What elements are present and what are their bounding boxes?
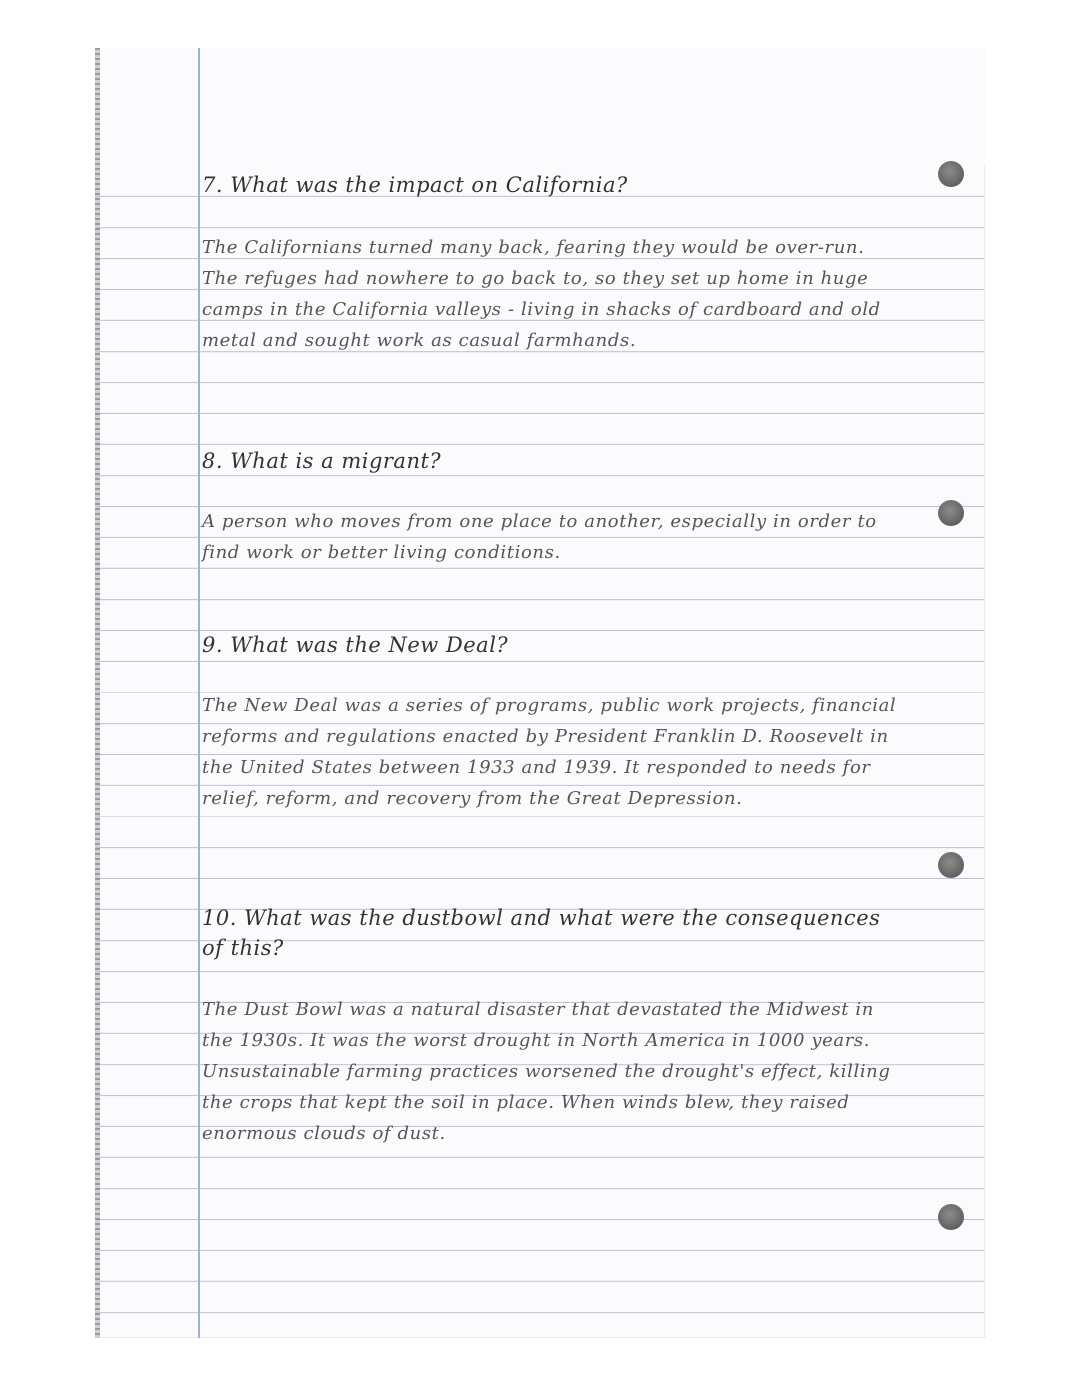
answer-8: A person who moves from one place to another, especially in order to find work or better living conditions. bbox=[202, 511, 877, 563]
paper-header-area bbox=[95, 48, 985, 166]
answer-10: The Dust Bowl was a natural disaster that devastated the Midwest in the 1930s. It was the worst drought in North America in 1000 years. Unsustainable farming practices worsened the drought's effect, killing the crops that kept the soil in place. When winds blew, they raised enormous clouds of dust. bbox=[202, 999, 891, 1144]
question-7: 7. What was the impact on California? bbox=[202, 173, 628, 197]
torn-perforated-edge bbox=[95, 48, 100, 1338]
punch-hole-lower-middle bbox=[938, 852, 964, 878]
punch-hole-bottom bbox=[938, 1204, 964, 1230]
answer-7: The Californians turned many back, fearing they would be over-run. The refuges had nowhere to go back to, so they set up home in huge camps in the California valleys - living in shacks of cardboard and old metal and sought work as casual farmhands. bbox=[202, 237, 881, 351]
margin-line bbox=[198, 48, 200, 1338]
question-8: 8. What is a migrant? bbox=[202, 449, 442, 473]
punch-hole-upper-middle bbox=[938, 500, 964, 526]
question-9: 9. What was the New Deal? bbox=[202, 633, 509, 657]
question-10: 10. What was the dustbowl and what were the consequences of this? bbox=[202, 906, 881, 960]
answer-9: The New Deal was a series of programs, public work projects, financial reforms and regulations enacted by President Franklin D. Roosevelt in the United States between 1933 and 1939. It responded to needs for relief, reform, and recovery from the Great Depression. bbox=[202, 695, 897, 809]
punch-hole-top bbox=[938, 161, 964, 187]
